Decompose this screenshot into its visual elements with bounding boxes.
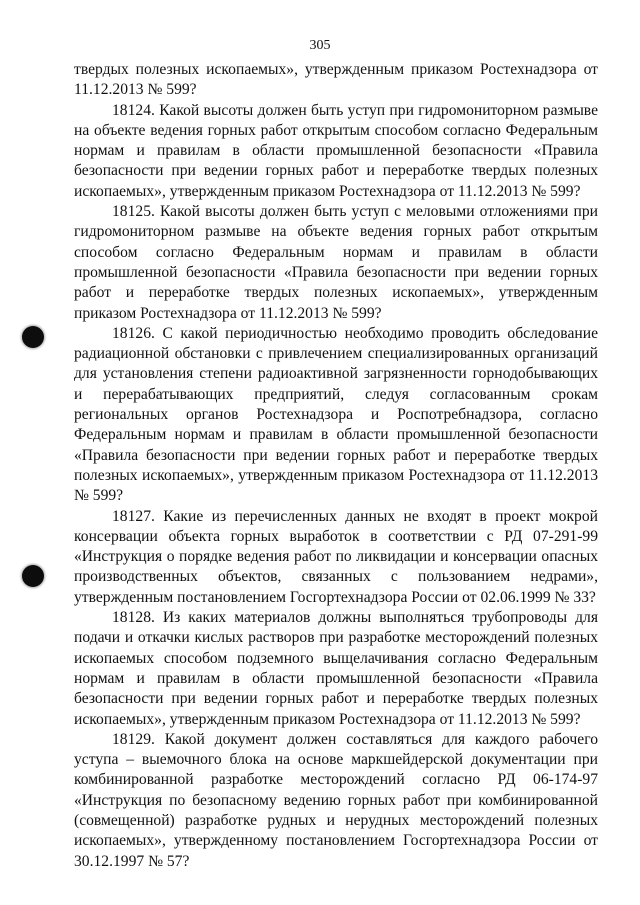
paragraph-continuation: твердых полезных ископаемых», утвержденным приказом Ростехнадзора от 11.12.2013 № 599? bbox=[74, 61, 598, 99]
question-18129: 18129. Какой документ должен составляться для каждого рабочего уступа – выемочного блока на основе маркшейдерской документации при комбинированной разработке месторождений согласно РД 06-174-97 «Инструкция по безопасному ведению горных работ при комбинированной (совмещенной) разработке рудных и нерудных месторождений полезных ископаемых», утвержденному постановлением Госгортехнадзора России от 30.12.1997 № 57? bbox=[74, 730, 598, 870]
document-body bbox=[74, 60, 598, 872]
page-number: 305 bbox=[309, 38, 331, 53]
punch-hole-top bbox=[22, 326, 44, 348]
question-18126: 18126. С какой периодичностью необходимо проводить обследование радиационной обстановки с привлечением специализированных организаций для установления степени радиоактивной загрязненности горнодобывающих и перерабатывающих предприятий, следуя согласованным срокам региональных органов Ростехнадзора и Роспотребнадзора, согласно Федеральным нормам и правилам в области промышленной безопасности «Правила безопасности при ведении горных работ и переработке твердых полезных ископаемых», утвержденным приказом Ростехнадзора от 11.12.2013 № 599? bbox=[74, 324, 598, 505]
question-18125: 18125. Какой высоты должен быть уступ с меловыми отложениями при гидромониторном размыве на объекте ведения горных работ открытым способом согласно Федеральным нормам и правилам в области промышленной безопасности «Правила безопасности при ведении горных работ и переработке твердых полезных ископаемых», утвержденным приказом Ростехнадзора от 11.12.2013 № 599? bbox=[74, 203, 598, 322]
question-18127: 18127. Какие из перечисленных данных не входят в проект мокрой консервации объекта горных выработок в соответствии с РД 07-291-99 «Инструкция о порядке ведения работ по ликвидации и консервации опасных производственных объектов, связанных с пользованием недрами», утвержденным постановлением Госгортехнадзора России от 02.06.1999 № 33? bbox=[74, 507, 598, 606]
punch-hole-bottom bbox=[22, 565, 44, 587]
question-18124: 18124. Какой высоты должен быть уступ при гидромониторном размыве на объекте ведения горных работ открытым способом согласно Федеральным нормам и правилам в области промышленной безопасности «Правила безопасности при ведении горных работ и переработке твердых полезных ископаемых», утвержденным приказом Ростехнадзора от 11.12.2013 № 599? bbox=[74, 101, 598, 200]
question-18128: 18128. Из каких материалов должны выполняться трубопроводы для подачи и откачки кислых растворов при разработке месторождений полезных ископаемых способом подземного выщелачивания согласно Федеральным нормам и правилам в области промышленной безопасности «Правила безопасности при ведении горных работ и переработке твердых полезных ископаемых», утвержденным приказом Ростехнадзора от 11.12.2013 № 599? bbox=[74, 609, 598, 728]
